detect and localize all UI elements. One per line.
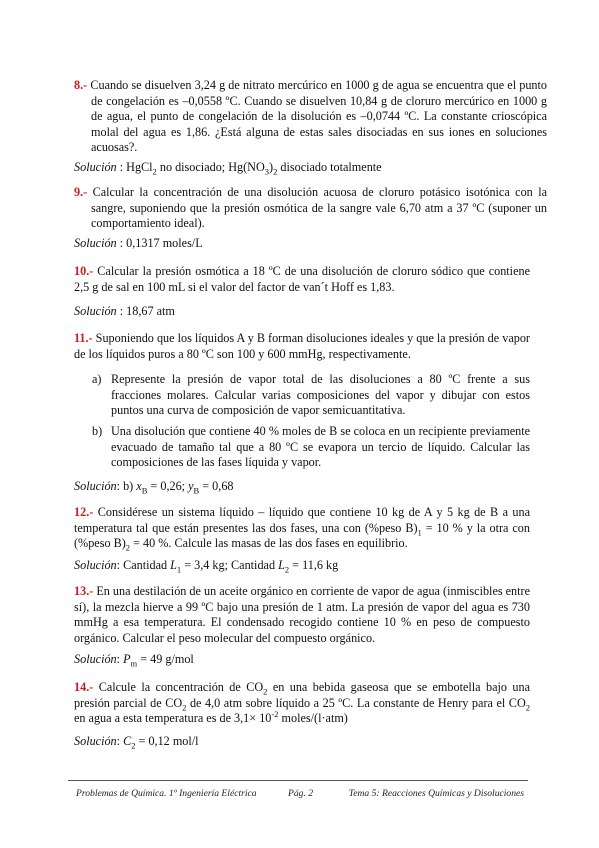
problem-text: = 40 %. Calcule las masas de las dos fases en equilibrio. [130,536,408,551]
subscript: 1 [417,527,422,538]
solution-13 [74,652,530,668]
subscript: B [193,485,200,496]
variable: x [136,479,142,493]
solution-text: = 0,26; [147,479,189,493]
solution-14 [74,734,530,750]
problem-12 [74,505,530,552]
subscript: 2 [525,702,530,713]
solution-text: no disociado; Hg(NO [156,160,265,174]
problem-number: 12.- [74,505,94,519]
solution-text: = 11,6 kg [289,558,339,572]
solution-text: : 18,67 atm [116,304,175,318]
problem-text: Considérese un sistema líquido – líquido que contiene 10 kg de A y 5 kg de B a una temperatura tal que están presentes las dos fases, una con (%peso B) [74,505,530,535]
solution-text: = 0,12 mol/l [135,734,199,748]
solution-9 [74,236,530,252]
problem-14 [74,680,530,727]
solution-text: = 49 g/mol [137,652,194,666]
subscript: m [130,658,138,669]
problem-text: Calcule la concentración de CO [93,680,264,694]
problem-text: Cuando se disuelven 3,24 g de nitrato mercúrico en 1000 g de agua se encuentra que el punto de congelación es –0,0558 ºC. Cuando se disuelven 10,84 g de cloruro mercúrico en 1000 g de agua, el punto de congelación de la disolución es –0,0744 ºC. La constante crioscópica molal del agua es 1,86. ¿Está alguna de estas sales disociadas en sus iones en soluciones acuosas?. [87,78,547,155]
solution-label: Solución [74,236,117,250]
solution-11 [74,479,530,495]
solution-text: : Cantidad [116,558,171,572]
item-text: Represente la presión de vapor total de las disoluciones a 80 ºC frente a sus fracciones molares. Calcular varias composiciones del vapor y dibujar con estos puntos una curva de composición de vapor semicuantitativa. [111,372,530,418]
subscript: 2 [152,166,157,177]
problem-text: Calcular la presión osmótica a 18 ºC de una disolución de cloruro sódico que contiene 2,5 g de sal en 100 mL si el valor del factor de van´t Hoff es 1,83. [74,264,530,294]
variable: P [123,652,131,666]
problem-number: 11.- [74,331,93,345]
footer-page-number: Pág. 2 [288,788,314,799]
problem-text: en agua a esta temperatura es de 3,1× 10 [74,711,272,726]
problem-text: de 4,0 atm sobre líquido a 25 ºC. La constante de Henry para el CO [186,695,526,710]
solution-label: Solución [74,652,117,666]
solution-text: : b) [116,479,137,493]
problem-number: 13.- [74,584,94,598]
problem-10 [74,264,530,295]
solution-text: = 3,4 kg; Cantidad [181,558,279,572]
problem-8 [74,78,547,156]
subscript: 2 [273,166,278,177]
problem-number: 8.- [74,78,88,92]
solution-label: Solución [74,160,117,174]
problem-number: 10.- [74,264,94,278]
subscript: 2 [131,740,136,751]
subscript: 2 [182,702,187,713]
solution-text: : HgCl [116,160,153,174]
problem-13 [74,584,530,646]
solution-text: = 0,68 [199,479,234,493]
problem-text: moles/(l·atm) [278,711,348,726]
variable: y [188,479,194,493]
problem-11 [74,331,530,362]
solution-text: ) [269,160,274,174]
problem-text: En una destilación de un aceite orgánico en corriente de vapor de agua (inmiscibles entre sí), la mezcla hierve a 99 ºC bajo una presión de 1 atm. La presión de vapor del agua es 730 mmHg a esa temperatura. El condensado recogido contiene 10 % en peso de compuesto orgánico. Calcular el peso molecular del compuesto orgánico. [74,584,530,645]
footer-divider [68,780,528,781]
item-label: a) [92,372,102,386]
solution-label: Solución [74,558,117,572]
solution-text: : [116,652,124,666]
problem-number: 14.- [74,680,94,694]
problem-text: Calcular la concentración de una disolución acuosa de cloruro potásico isotónica con la sangre, suponiendo que la presión osmótica de la sangre vale 6,70 atm a 37 ºC (suponer un comportamiento ideal). [87,185,547,231]
problem-text: en una bebida gaseosa que se embotella bajo una presión parcial de CO [74,680,530,710]
problem-text: = 10 % y la otra con (%peso B) [74,520,530,551]
subscript: B [141,485,148,496]
item-text: Una disolución que contiene 40 % moles de B se coloca en un recipiente previamente evacuado de tamaño tal que a 80 ºC se evapora un tercio de líquido. Calcular las composiciones de las fases líquida y vapor. [111,424,530,470]
subscript: 3 [264,166,270,177]
superscript: -2 [271,709,279,720]
variable: L [170,558,177,572]
problem-9 [74,185,547,232]
footer-course: Problemas de Química. 1º Ingeniería Eléctrica [76,788,257,799]
subscript: 2 [284,564,290,575]
footer-topic: Tema 5: Reacciones Químicas y Disoluciones [348,788,524,799]
solution-text: disociado totalmente [277,160,382,174]
item-label: b) [92,424,103,438]
variable: C [123,734,132,748]
subscript: 2 [125,542,131,553]
solution-label: Solución [74,734,117,748]
solution-label: Solución [74,479,117,493]
subscript: 2 [263,686,268,697]
solution-text: : 0,1317 moles/L [116,236,203,250]
solution-10 [74,304,530,320]
solution-8 [74,160,530,176]
variable: L [278,558,285,572]
solution-text: : [116,734,124,748]
solution-label: Solución [74,304,117,318]
subscript: 1 [176,564,182,575]
problem-number: 9.- [74,185,88,199]
problem-text: Suponiendo que los líquidos A y B forman disoluciones ideales y que la presión de vapor de los líquidos puros a 80 ºC son 100 y 600 mmHg, respectivamente. [74,331,530,361]
solution-12 [74,558,530,574]
